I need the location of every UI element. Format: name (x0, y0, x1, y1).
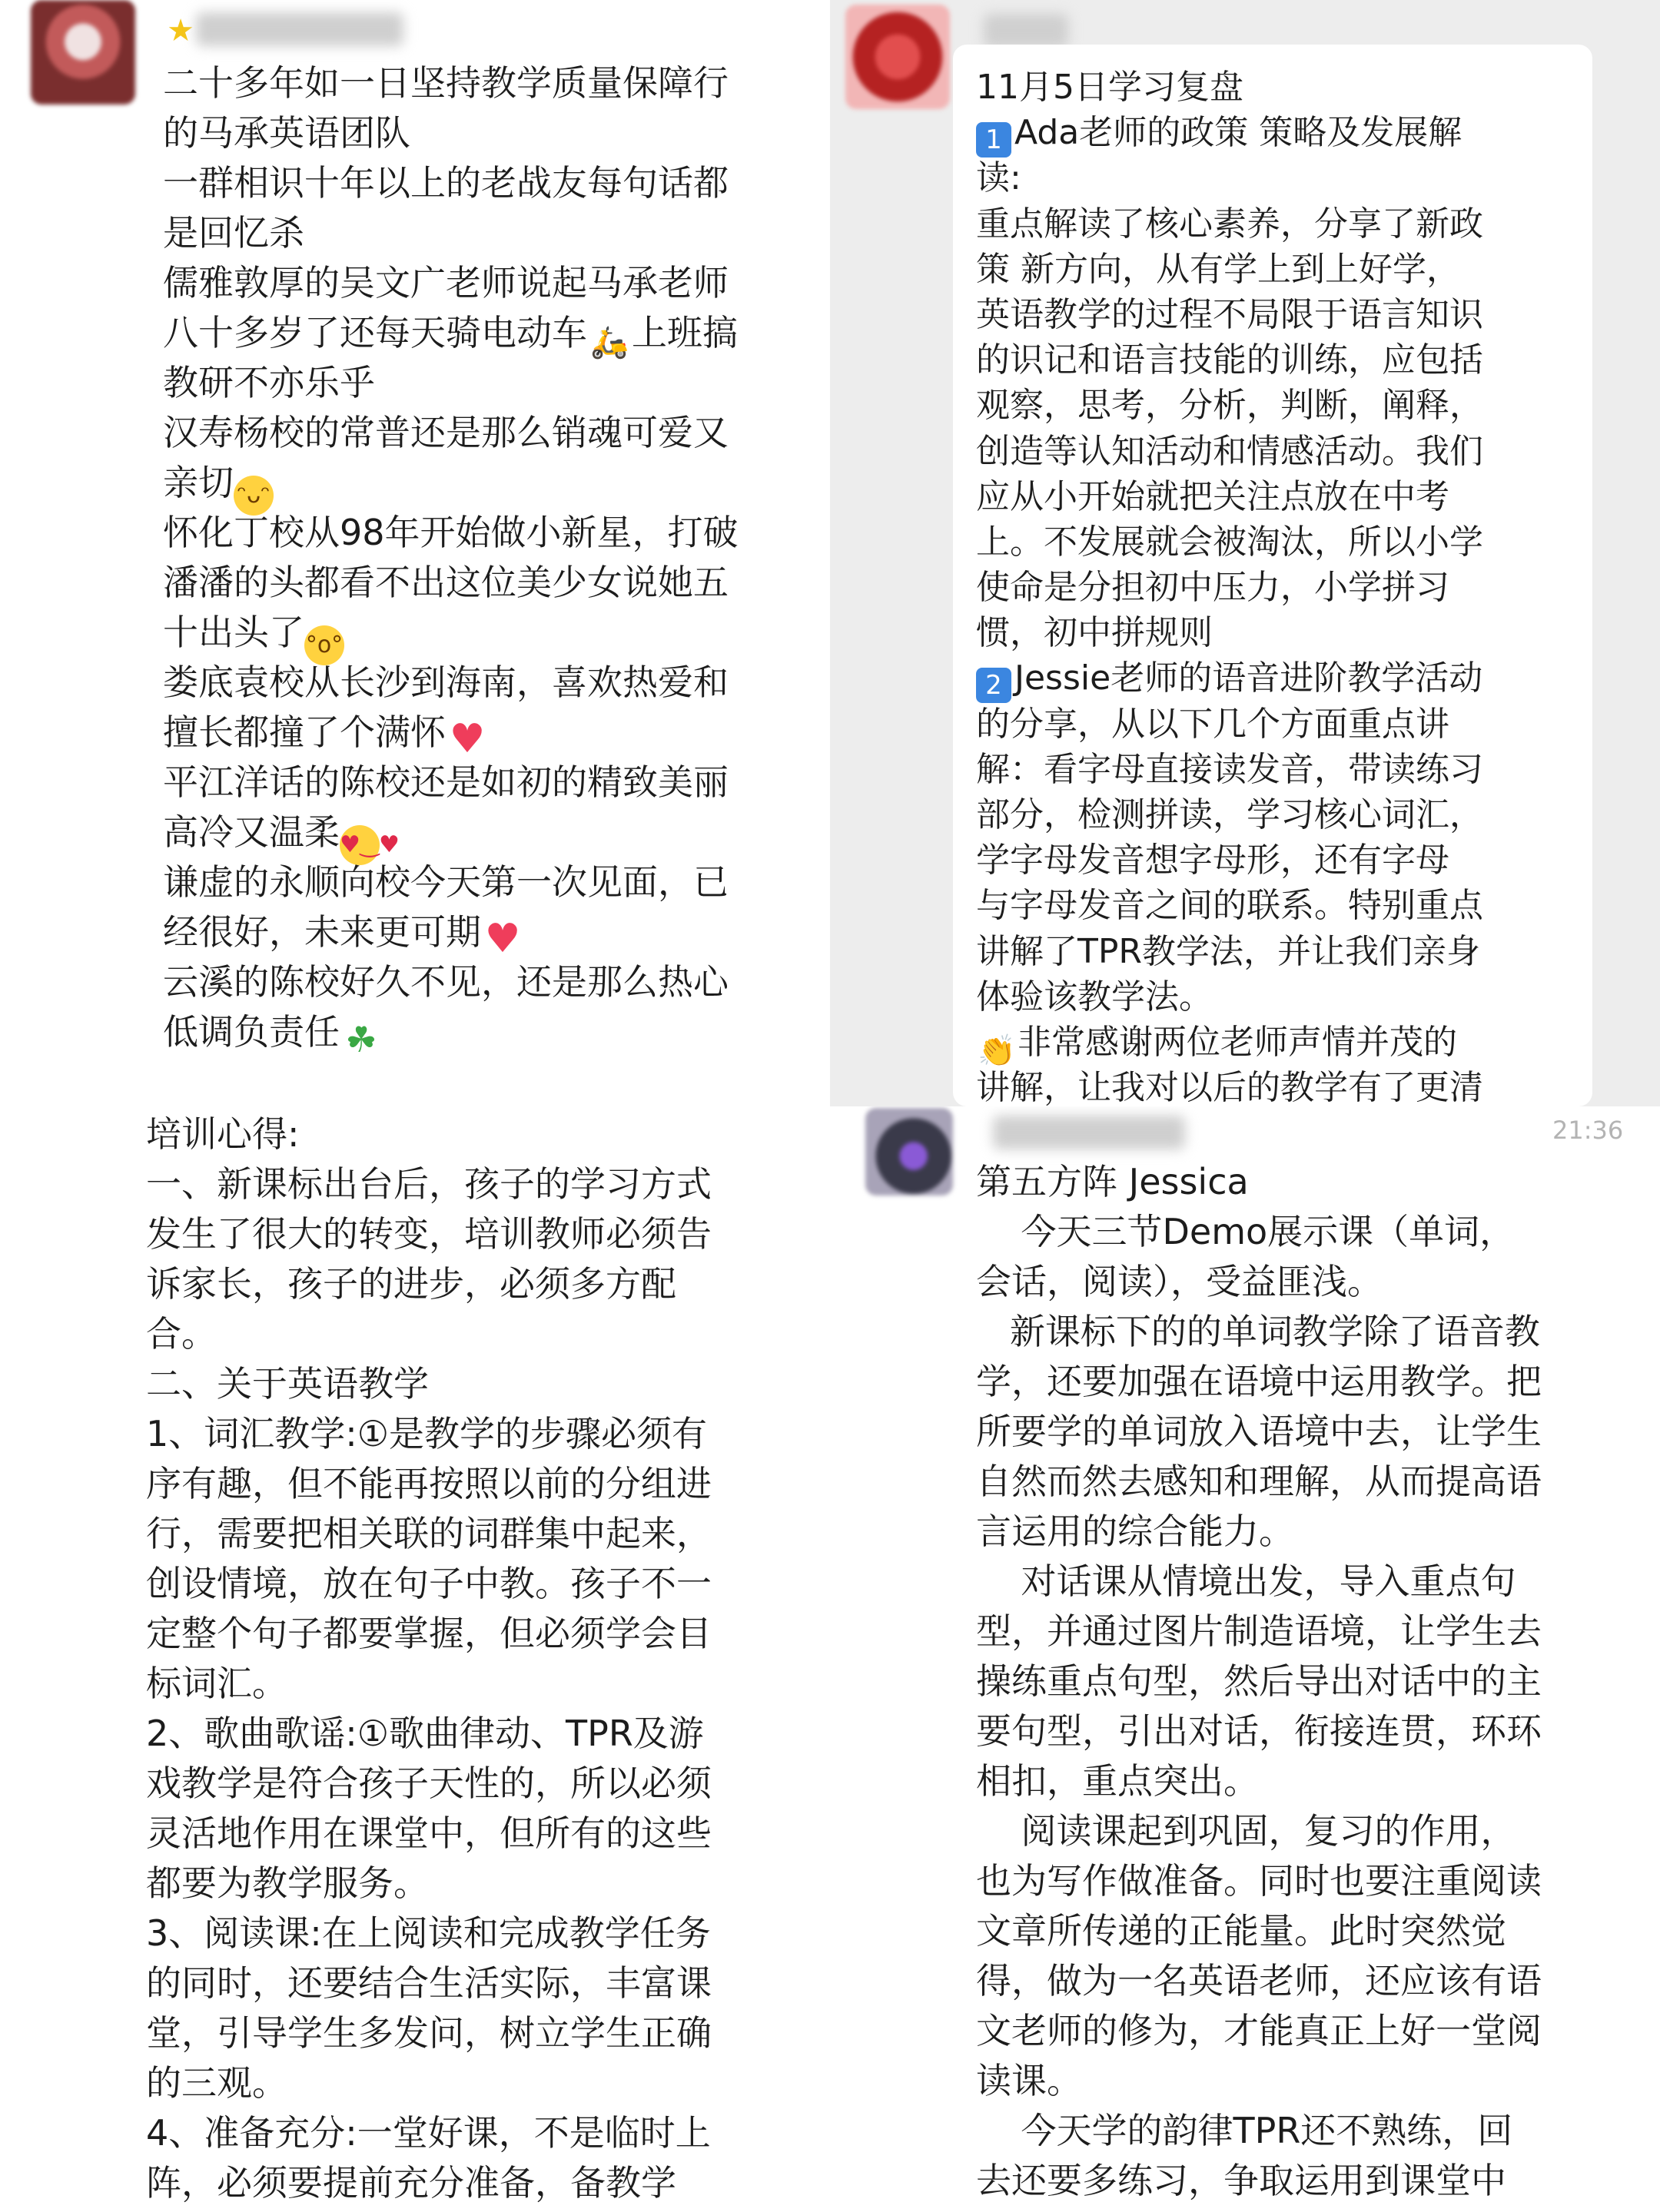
post-bottom-right (830, 1106, 1660, 2212)
text-line: 灵活地作用在课堂中，但所有的这些 (146, 1812, 712, 1854)
text-line: 体验该教学法。 (976, 977, 1213, 1016)
text-line: 戏教学是符合孩子天性的，所以必须 (146, 1763, 712, 1804)
text-line: 儒雅敦厚的吴文广老师说起马承老师 (163, 262, 729, 303)
avatar[interactable] (31, 0, 135, 104)
text-line: 平江洋话的陈校还是如初的精致美丽 (163, 761, 729, 803)
text-line-with-icon (163, 608, 739, 658)
text-line: 学字母发音想字母形，还有字母 (976, 841, 1449, 880)
text-line: 与字母发音之间的联系。特别重点 (976, 886, 1483, 926)
text-line: 相扣，重点突出。 (976, 1760, 1259, 1802)
text-line: 观察，思考，分析，判断，阐释， (976, 386, 1483, 426)
text-line: 要句型，引出对话，衔接连贯，环环 (976, 1710, 1542, 1752)
sender-name-redacted (984, 14, 1068, 48)
text-line: 惯，初中拼规则 (976, 613, 1213, 653)
text-segment: Ada老师的政策 策略及发展解 (1014, 113, 1462, 153)
smiling-face-with-heart-eyes-icon: ♥‿♥ (340, 825, 380, 865)
text-line: 阵，必须要提前充分准备，备教学 (146, 2162, 676, 2204)
text-line: 培训心得: (146, 1113, 300, 1155)
text-line: 合。 (146, 1313, 217, 1355)
text-line-with-icon (163, 308, 739, 358)
text-line: 操练重点句型，然后导出对话中的主 (976, 1660, 1542, 1702)
text-line: 都要为教学服务。 (146, 1862, 429, 1904)
text-line-with-icon (163, 458, 739, 508)
star-icon: ★ (167, 13, 194, 48)
text-line: 读: (976, 158, 1021, 198)
keycap-two-icon: 2 (976, 668, 1011, 703)
keycap-one-icon: 1 (976, 122, 1011, 158)
text-line: 堂，引导学生多发问，树立学生正确 (146, 2012, 712, 2054)
text-line: 的识记和语言技能的训练，应包括 (976, 340, 1483, 380)
message-text (976, 65, 1483, 1106)
message-text[interactable] (163, 58, 739, 1060)
text-segment: 低调负责任 (163, 1011, 340, 1053)
text-line: 标词汇。 (146, 1663, 287, 1704)
text-line: 怀化丁校从98年开始做小新星，打破 (163, 512, 739, 553)
text-line: 对话课从情境出发，导入重点句 (976, 1560, 1516, 1602)
avatar[interactable] (845, 5, 950, 109)
text-line: 新课标下的的单词教学除了语音教 (976, 1311, 1540, 1352)
text-line: 序有趣，但不能再按照以前的分组进 (146, 1463, 712, 1504)
text-line-with-icon (976, 655, 1483, 701)
text-line: 二十多年如一日坚持教学质量保障行 (163, 62, 729, 104)
text-line: 的同时，还要结合生活实际，丰富课 (146, 1962, 712, 2004)
astonished-face-icon: °o° (304, 625, 344, 665)
text-line: 教研不亦乐乎 (163, 362, 375, 403)
text-segment: 上班搞 (632, 312, 738, 353)
grinning-face-icon: ᵔᴗᵔ (234, 476, 274, 516)
text-line: 读课。 (976, 2060, 1082, 2101)
text-line: 讲解了TPR教学法，并让我们亲身 (976, 931, 1480, 971)
text-line: 文老师的修为，才能真正上好一堂阅 (976, 2010, 1542, 2051)
red-heart-icon: ♥ (449, 716, 486, 762)
text-segment: Jessie老师的语音进阶教学活动 (1014, 658, 1483, 698)
text-line: 今天三节Demo展示课（单词， (976, 1211, 1516, 1252)
text-line: 也为写作做准备。同时也要注重阅读 (976, 1860, 1542, 1902)
text-line: 11月5日学习复盘 (976, 68, 1243, 107)
text-line: 重点解读了核心素养，分享了新政 (976, 204, 1483, 244)
text-line: 的马承英语团队 (163, 112, 410, 154)
post-bottom-left (0, 1106, 830, 2212)
sender-name-redacted (993, 1116, 1185, 1149)
text-line: 是回忆杀 (163, 212, 304, 254)
text-line: 定整个句子都要掌握，但必须学会目 (146, 1613, 712, 1654)
text-line: 发生了很大的转变，培训教师必须告 (146, 1213, 712, 1255)
text-segment: 经很好，未来更可期 (163, 911, 481, 953)
message-bubble[interactable] (953, 45, 1592, 1106)
text-line: 第五方阵 Jessica (976, 1161, 1249, 1202)
sender-name-redacted (196, 12, 403, 46)
text-segment: 亲切 (163, 462, 234, 503)
text-line: 二、关于英语教学 (146, 1363, 429, 1404)
text-line: 得，做为一名英语老师，还应该有语 (976, 1960, 1542, 2001)
post-top-left (0, 0, 830, 1106)
text-line: 文章所传递的正能量。此时突然觉 (976, 1910, 1506, 1952)
text-line: 潘潘的头都看不出这位美少女说她五 (163, 562, 729, 603)
text-line: 娄底袁校从长沙到海南，喜欢热爱和 (163, 662, 729, 703)
text-line-with-icon (163, 907, 739, 962)
text-line: 云溪的陈校好久不见，还是那么热心 (163, 961, 729, 1003)
text-line: 会话，阅读），受益匪浅。 (976, 1261, 1383, 1302)
text-line-with-icon (976, 110, 1483, 155)
text-line: 创造等认知活动和情感活动。我们 (976, 431, 1483, 471)
motor-scooter-icon: 🛵 (590, 325, 629, 360)
message-timestamp: 21:36 (1552, 1116, 1624, 1145)
text-line-with-icon (163, 808, 739, 857)
text-line: 部分，检测拼读，学习核心词汇， (976, 795, 1483, 834)
text-segment: 非常感谢两位老师声情并茂的 (1018, 1022, 1457, 1062)
text-line: 应从小开始就把关注点放在中考 (976, 476, 1449, 516)
text-line: 阅读课起到巩固，复习的作用， (976, 1810, 1516, 1852)
text-line: 解：看字母直接读发音，带读练习 (976, 749, 1483, 789)
text-line-with-icon (976, 1020, 1483, 1069)
text-line: 策 新方向，从有学上到上好学， (976, 249, 1460, 289)
message-text[interactable] (146, 1109, 712, 2208)
text-line: 3、阅读课:在上阅读和完成教学任务 (146, 1912, 711, 1954)
text-line: 创设情境，放在句子中教。孩子不一 (146, 1563, 712, 1604)
text-line: 1、词汇教学:①是教学的步骤必须有 (146, 1413, 708, 1454)
four-leaf-clover-icon: ☘ (345, 1019, 377, 1060)
text-line-with-icon (163, 708, 739, 762)
text-line: 汉寿杨校的常普还是那么销魂可爱又 (163, 412, 729, 453)
text-line: 所要学的单词放入语境中去，让学生 (976, 1411, 1542, 1452)
avatar[interactable] (865, 1108, 953, 1196)
text-segment: 高冷又温柔 (163, 811, 340, 853)
text-line: 4、准备充分:一堂好课，不是临时上 (146, 2112, 711, 2154)
text-segment: 八十多岁了还每天骑电动车 (163, 312, 587, 353)
text-line: 上。不发展就会被淘汰，所以小学 (976, 522, 1483, 562)
clapping-hands-icon: 👏 (978, 1033, 1016, 1069)
text-line: 使命是分担初中压力，小学拼习 (976, 568, 1449, 608)
text-line: 英语教学的过程不局限于语言知识 (976, 294, 1483, 334)
text-line: 行，需要把相关联的词群集中起来， (146, 1513, 712, 1554)
text-line-with-icon (163, 1007, 739, 1060)
text-line: 诉家长，孩子的进步，必须多方配 (146, 1263, 676, 1305)
text-line: 一群相识十年以上的老战友每句话都 (163, 162, 729, 204)
text-line: 型，并通过图片制造语境，让学生去 (976, 1610, 1542, 1652)
text-line: 一、新课标出台后，孩子的学习方式 (146, 1163, 712, 1205)
text-line: 去还要多练习，争取运用到课堂中 (976, 2160, 1506, 2201)
text-line: 的三观。 (146, 2062, 287, 2104)
text-line: 言运用的综合能力。 (976, 1511, 1294, 1552)
text-line: 自然而然去感知和理解，从而提高语 (976, 1461, 1542, 1502)
text-line: 2、歌曲歌谣:①歌曲律动、TPR及游 (146, 1713, 704, 1754)
text-line: 的分享，从以下几个方面重点讲 (976, 704, 1449, 744)
text-line: 今天学的韵律TPR还不熟练，回 (976, 2110, 1513, 2151)
text-line: 谦虚的永顺向校今天第一次见面，已 (163, 861, 729, 903)
text-segment: 十出头了 (163, 612, 304, 653)
message-text[interactable] (976, 1157, 1542, 2206)
post-top-right (830, 0, 1660, 1106)
text-segment: 擅长都撞了个满怀 (163, 711, 446, 753)
text-line: 讲解，让我对以后的教学有了更清 (976, 1068, 1483, 1106)
text-line: 学，还要加强在语境中运用教学。把 (976, 1361, 1542, 1402)
red-heart-icon: ♥ (484, 916, 521, 962)
